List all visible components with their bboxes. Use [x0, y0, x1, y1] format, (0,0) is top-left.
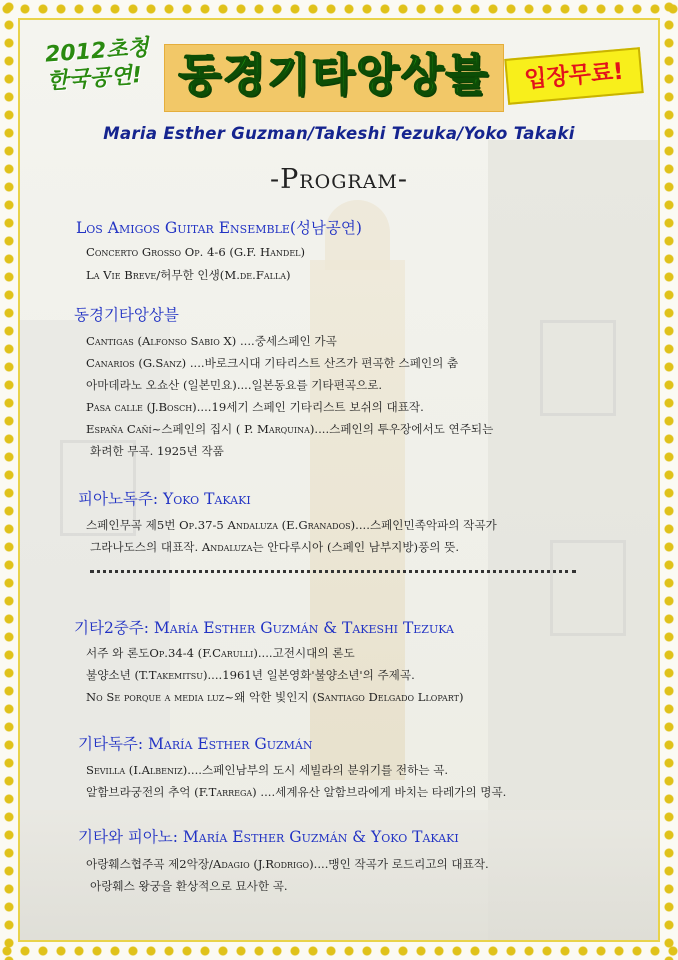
- program-line: Sevilla (I.Albeniz)....스페인남부의 도시 세빌라의 분위기를 전하는 곡.: [86, 763, 449, 777]
- program-line: 아마데라노 오쇼산 (일본민요)....일본동요를 기타편곡으로.: [86, 378, 383, 392]
- program-line: 그라나도스의 대표작. Andaluza는 안다루시아 (스페인 남부지방)풍의 뜻.: [90, 540, 460, 554]
- program-line: 화려한 무곡. 1925년 작품: [90, 444, 224, 458]
- poster-title: 동경기타앙상블: [178, 50, 490, 101]
- section-heading: 기타독주: María Esther Guzmán: [78, 735, 313, 753]
- border-dots-top: [0, 2, 678, 16]
- program-line: 서주 와 론도Op.34-4 (F.Carulli)....고전시대의 론도: [86, 646, 355, 660]
- program-line: 스페인무곡 제5번 Op.37-5 Andaluza (E.Granados)....스페인민족악파의 작곡가: [86, 518, 497, 532]
- border-dots-left: [2, 0, 16, 960]
- section-heading: 기타2중주: María Esther Guzmán & Takeshi Tezuka: [74, 619, 454, 637]
- program-line: 불양소년 (T.Takemitsu)....1961년 일본영화'불양소년'의 주제곡.: [86, 668, 415, 682]
- artists-line: Maria Esther Guzman/Takeshi Tezuka/Yoko Takaki: [103, 124, 575, 143]
- program-line: No Se porque a media luz~왜 악한 빛인지 (Santiago Delgado Llopart): [86, 690, 464, 704]
- year-logo: [44, 34, 151, 95]
- program-line: Concerto Grosso Op. 4-6 (G.F. Handel): [86, 245, 306, 259]
- program-line: Canarios (G.Sanz) ....바로크시대 기타리스트 산즈가 편곡한 스페인의 춤: [86, 356, 459, 370]
- program-line: 아랑훼스협주곡 제2악장/Adagio (J.Rodrigo)....맹인 작곡가 로드리고의 대표작.: [86, 857, 489, 871]
- program-line: Pasa calle (J.Bosch)....19세기 스페인 기타리스트 보쉬의 대표작.: [86, 400, 424, 414]
- program-line: La Vie Breve/허무한 인생(M.de.Falla): [86, 268, 291, 282]
- year-line-2: 한국공연!: [46, 62, 143, 95]
- program-line: Cantigas (Alfonso Sabio X) ....중세스페인 가곡: [86, 334, 337, 348]
- program-title: -Program-: [270, 164, 408, 195]
- program-line: 알함브라궁전의 추억 (F.Tarrega) ....세계유산 알함브라에게 바치는 타레가의 명곡.: [86, 785, 507, 799]
- border-dots-right: [662, 0, 676, 960]
- section-heading: 동경기타앙상블: [74, 306, 179, 324]
- free-admission-badge: 입장무료!: [504, 47, 643, 105]
- dotted-divider: [90, 570, 576, 573]
- section-heading: Los Amigos Guitar Ensemble(성남공연): [76, 219, 362, 237]
- year-line-1: 2012초청: [44, 35, 150, 68]
- section-heading: 피아노독주: Yoko Takaki: [78, 490, 251, 508]
- section-heading: 기타와 피아노: María Esther Guzmán & Yoko Takaki: [78, 828, 459, 846]
- program-line: España Cañí~스페인의 집시 ( P. Marquina)....스페인의 투우장에서도 연주되는: [86, 422, 494, 436]
- border-dots-bottom: [0, 944, 678, 958]
- program-line: 아랑훼스 왕궁을 환상적으로 묘사한 곡.: [90, 879, 288, 893]
- inner-border: [18, 18, 660, 942]
